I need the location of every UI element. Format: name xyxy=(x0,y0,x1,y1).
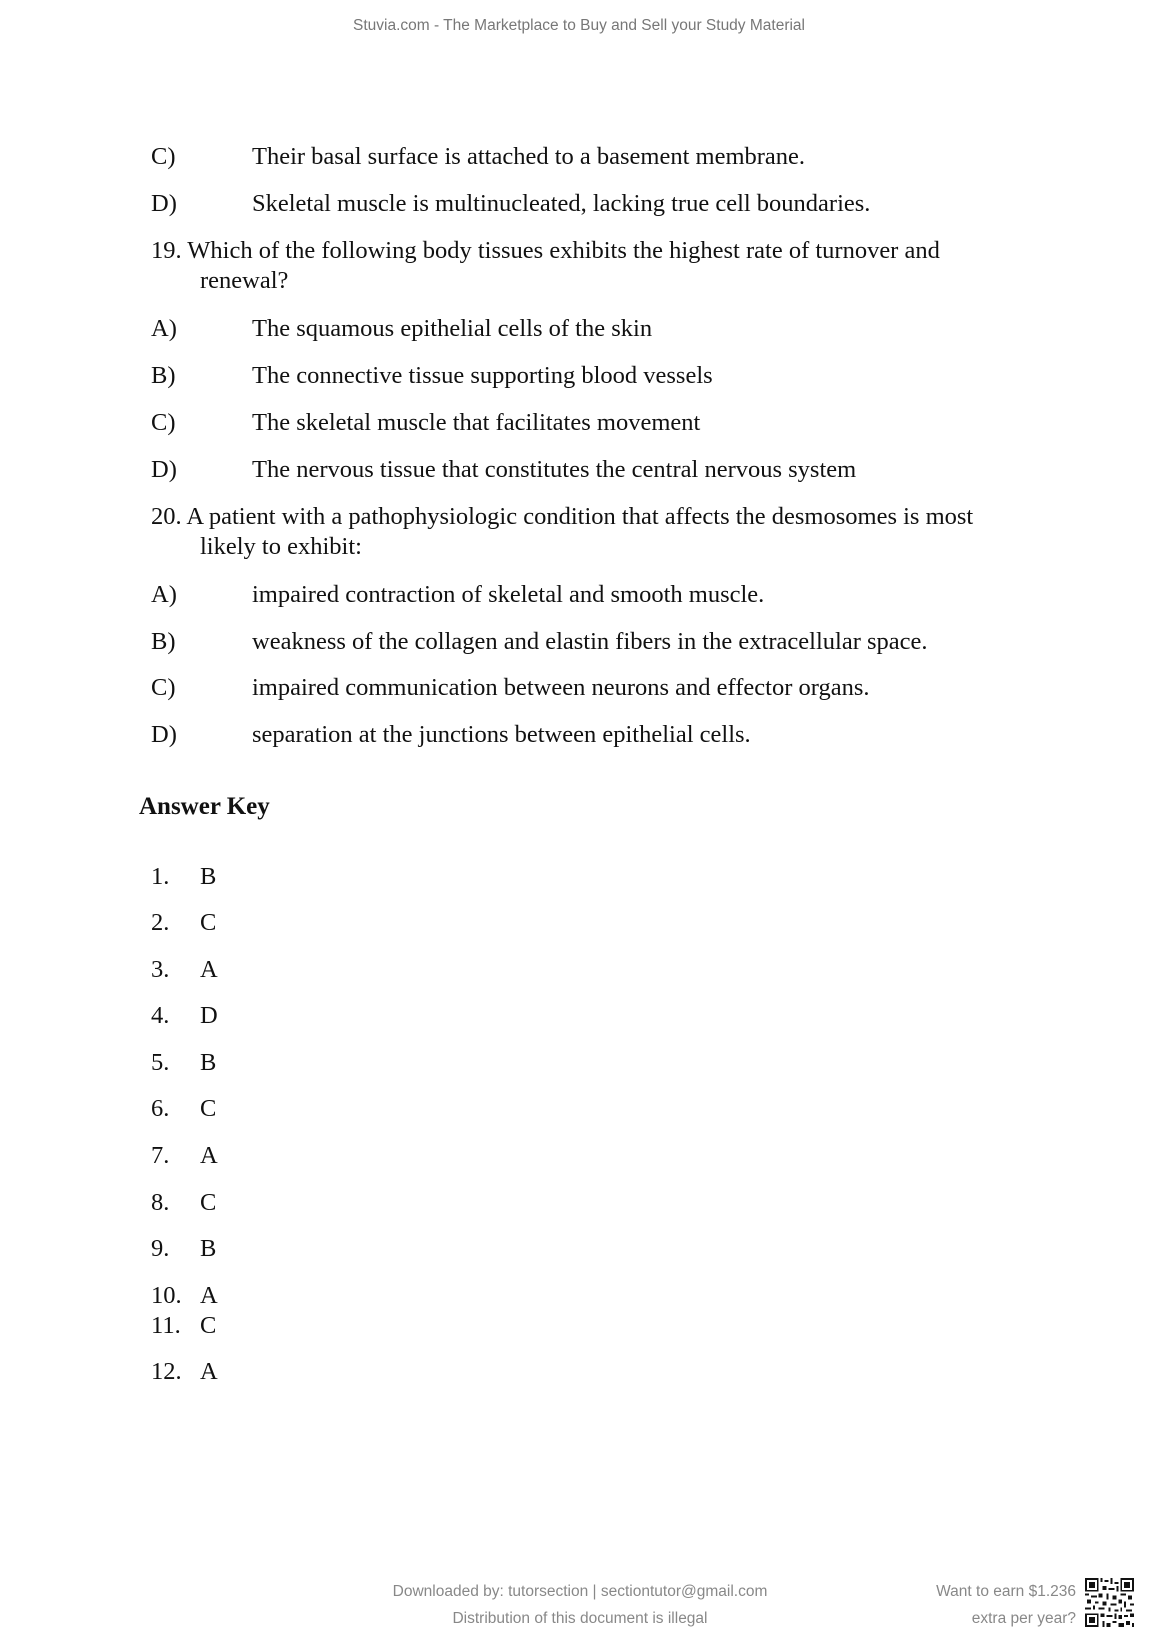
answer-value: A xyxy=(200,1358,218,1385)
option-letter: C) xyxy=(151,143,176,170)
option-letter: B) xyxy=(151,628,176,655)
option-letter: C) xyxy=(151,409,176,436)
option-letter: D) xyxy=(151,456,177,483)
option-letter: A) xyxy=(151,315,177,342)
option-letter: A) xyxy=(151,581,177,608)
answer-item xyxy=(151,908,216,938)
answer-number: 8. xyxy=(151,1189,170,1216)
option-letter: D) xyxy=(151,721,177,748)
answer-number: 4. xyxy=(151,1002,170,1029)
answer-item xyxy=(151,862,216,892)
answer-number: 7. xyxy=(151,1142,170,1169)
answer-value: C xyxy=(200,909,217,936)
answer-number: 12. xyxy=(151,1358,182,1385)
answer-value: D xyxy=(200,1002,218,1029)
footer-distribution-notice: Distribution of this document is illegal xyxy=(452,1610,708,1627)
page-header: Stuvia.com - The Marketplace to Buy and Sell your Study Material xyxy=(352,17,805,34)
answer-item xyxy=(151,1141,218,1171)
answer-value: C xyxy=(200,1312,217,1339)
footer-earn-line1[interactable]: Want to earn $1.236 xyxy=(936,1583,1076,1600)
option-text: The skeletal muscle that facilitates movement xyxy=(252,409,701,436)
option-text: impaired communication between neurons and effector organs. xyxy=(252,674,870,701)
answer-item xyxy=(151,1048,216,1078)
answer-number: 11. xyxy=(151,1312,181,1339)
question-19-line1: 19. Which of the following body tissues exhibits the highest rate of turnover and xyxy=(151,237,940,264)
answer-item xyxy=(151,1234,216,1264)
answer-number: 6. xyxy=(151,1095,170,1122)
answer-value: A xyxy=(200,1142,218,1169)
option-letter: D) xyxy=(151,190,177,217)
answer-value: C xyxy=(200,1189,217,1216)
question-20-line1: 20. A patient with a pathophysiologic condition that affects the desmosomes is most xyxy=(151,503,974,530)
answer-item xyxy=(151,1001,218,1031)
answer-item xyxy=(151,1281,218,1311)
answer-number: 9. xyxy=(151,1235,170,1262)
answer-item xyxy=(151,955,218,985)
answer-number: 2. xyxy=(151,909,170,936)
answer-value: C xyxy=(200,1095,217,1122)
option-text: The connective tissue supporting blood vessels xyxy=(252,362,713,389)
answer-value: B xyxy=(200,863,217,890)
answer-item xyxy=(151,1188,216,1218)
answer-value: B xyxy=(200,1049,217,1076)
question-19 xyxy=(151,236,1051,296)
option-letter: C) xyxy=(151,674,176,701)
option-text: impaired contraction of skeletal and smooth muscle. xyxy=(252,581,765,608)
option-letter: B) xyxy=(151,362,176,389)
answer-key-title: Answer Key xyxy=(139,793,270,820)
option-text: The squamous epithelial cells of the skin xyxy=(252,315,653,342)
answer-number: 3. xyxy=(151,956,170,983)
question-20 xyxy=(151,502,1051,562)
answer-number: 10. xyxy=(151,1282,182,1309)
answer-item xyxy=(151,1357,218,1387)
footer-earn-line2[interactable]: extra per year? xyxy=(971,1610,1076,1627)
answer-value: A xyxy=(200,1282,218,1309)
option-text: Skeletal muscle is multinucleated, lacking true cell boundaries. xyxy=(252,190,871,217)
question-19-line2: renewal? xyxy=(200,267,289,294)
question-20-line2: likely to exhibit: xyxy=(200,533,362,560)
answer-number: 1. xyxy=(151,863,170,890)
answer-item xyxy=(151,1094,216,1124)
option-text: weakness of the collagen and elastin fibers in the extracellular space. xyxy=(252,628,928,655)
answer-value: B xyxy=(200,1235,217,1262)
option-text: The nervous tissue that constitutes the central nervous system xyxy=(252,456,857,483)
answer-value: A xyxy=(200,956,218,983)
option-text: separation at the junctions between epithelial cells. xyxy=(252,721,751,748)
footer-downloaded-by: Downloaded by: tutorsection | sectiontutor@gmail.com xyxy=(392,1583,768,1600)
answer-item xyxy=(151,1311,216,1341)
qr-code-icon[interactable] xyxy=(1085,1578,1134,1627)
answer-number: 5. xyxy=(151,1049,170,1076)
option-text: Their basal surface is attached to a basement membrane. xyxy=(252,143,806,170)
